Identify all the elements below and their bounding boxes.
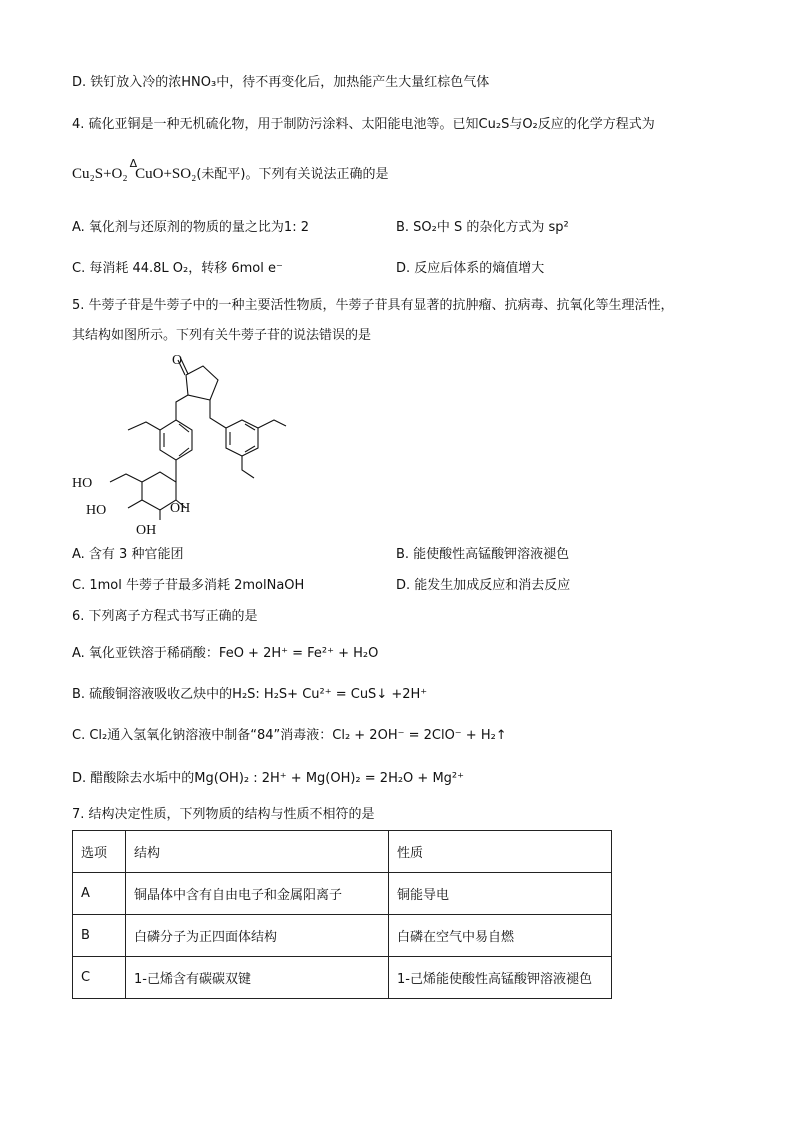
- q3-option-d: D. 铁钉放入冷的浓HNO₃中，待不再变化后，加热能产生大量红棕色气体: [72, 75, 490, 90]
- table-header-row: [73, 831, 612, 873]
- q7-table: [72, 830, 612, 999]
- header-structure: 结构: [126, 831, 389, 873]
- arctiin-structure-diagram: [68, 350, 308, 545]
- heat-condition-symbol: Δ: [129, 157, 138, 170]
- q4-equation-lhs: Cu₂S+O₂: [72, 166, 128, 182]
- carbonyl-oxygen-label: O: [172, 353, 183, 368]
- cell-structure: 白磷分子为正四面体结构: [126, 915, 389, 957]
- q5-stem-line2: 其结构如图所示。下列有关牛蒡子苷的说法错误的是: [72, 328, 372, 343]
- q4-option-b: B. SO₂中 S 的杂化方式为 sp²: [396, 220, 569, 235]
- header-option: 选项: [73, 831, 126, 873]
- q4-equation-line: [72, 157, 389, 184]
- cell-structure: 1-己烯含有碳碳双键: [126, 957, 389, 999]
- cell-option: B: [73, 915, 126, 957]
- q5-stem-line1: 5. 牛蒡子苷是牛蒡子中的一种主要活性物质，牛蒡子苷具有显著的抗肿瘤、抗病毒、抗氧化等生理活性，: [72, 298, 674, 313]
- q6-option-b: B. 硫酸铜溶液吸收乙炔中的H₂S: H₂S+ Cu²⁺ = CuS↓ +2H⁺: [72, 687, 428, 702]
- hydroxyl-label-4: OH: [170, 501, 191, 516]
- q7-stem: 7. 结构决定性质，下列物质的结构与性质不相符的是: [72, 807, 375, 822]
- hydroxyl-label-1: HO: [72, 476, 93, 491]
- table-row: [73, 873, 612, 915]
- table-row: [73, 957, 612, 999]
- q6-option-c: C. Cl₂通入氢氧化钠溶液中制备“84”消毒液：Cl₂ + 2OH⁻ = 2ClO⁻ + H₂↑: [72, 728, 507, 743]
- cell-property: 1-己烯能使酸性高锰酸钾溶液褪色: [389, 957, 612, 999]
- q4-option-a: A. 氧化剂与还原剂的物质的量之比为1: 2: [72, 220, 309, 235]
- q4-stem-line1: 4. 硫化亚铜是一种无机硫化物，用于制防污涂料、太阳能电池等。已知Cu₂S与O₂反应的化学方程式为: [72, 117, 655, 132]
- q4-stem-tail: (未配平)。下列有关说法正确的是: [196, 167, 389, 182]
- q4-option-d: D. 反应后体系的熵值增大: [396, 261, 545, 276]
- cell-structure: 铜晶体中含有自由电子和金属阳离子: [126, 873, 389, 915]
- q5-option-a: A. 含有 3 种官能团: [72, 547, 184, 562]
- cell-property: 白磷在空气中易自燃: [389, 915, 612, 957]
- hydroxyl-label-2: HO: [86, 503, 107, 518]
- q6-stem: 6. 下列离子方程式书写正确的是: [72, 609, 258, 624]
- q5-option-c: C. 1mol 牛蒡子苷最多消耗 2molNaOH: [72, 578, 305, 593]
- q6-option-a: A. 氧化亚铁溶于稀硝酸：FeO + 2H⁺ = Fe²⁺ + H₂O: [72, 646, 379, 661]
- cell-option: C: [73, 957, 126, 999]
- hydroxyl-label-3: OH: [136, 523, 157, 538]
- q4-equation-rhs: CuO+SO₂: [135, 166, 197, 182]
- q4-option-c: C. 每消耗 44.8L O₂，转移 6mol e⁻: [72, 261, 283, 276]
- q5-option-b: B. 能使酸性高锰酸钾溶液褪色: [396, 547, 570, 562]
- header-property: 性质: [389, 831, 612, 873]
- cell-property: 铜能导电: [389, 873, 612, 915]
- cell-option: A: [73, 873, 126, 915]
- table-row: [73, 915, 612, 957]
- q5-option-d: D. 能发生加成反应和消去反应: [396, 578, 571, 593]
- q6-option-d: D. 醋酸除去水垢中的Mg(OH)₂ : 2H⁺ + Mg(OH)₂ = 2H₂O + Mg²⁺: [72, 771, 464, 786]
